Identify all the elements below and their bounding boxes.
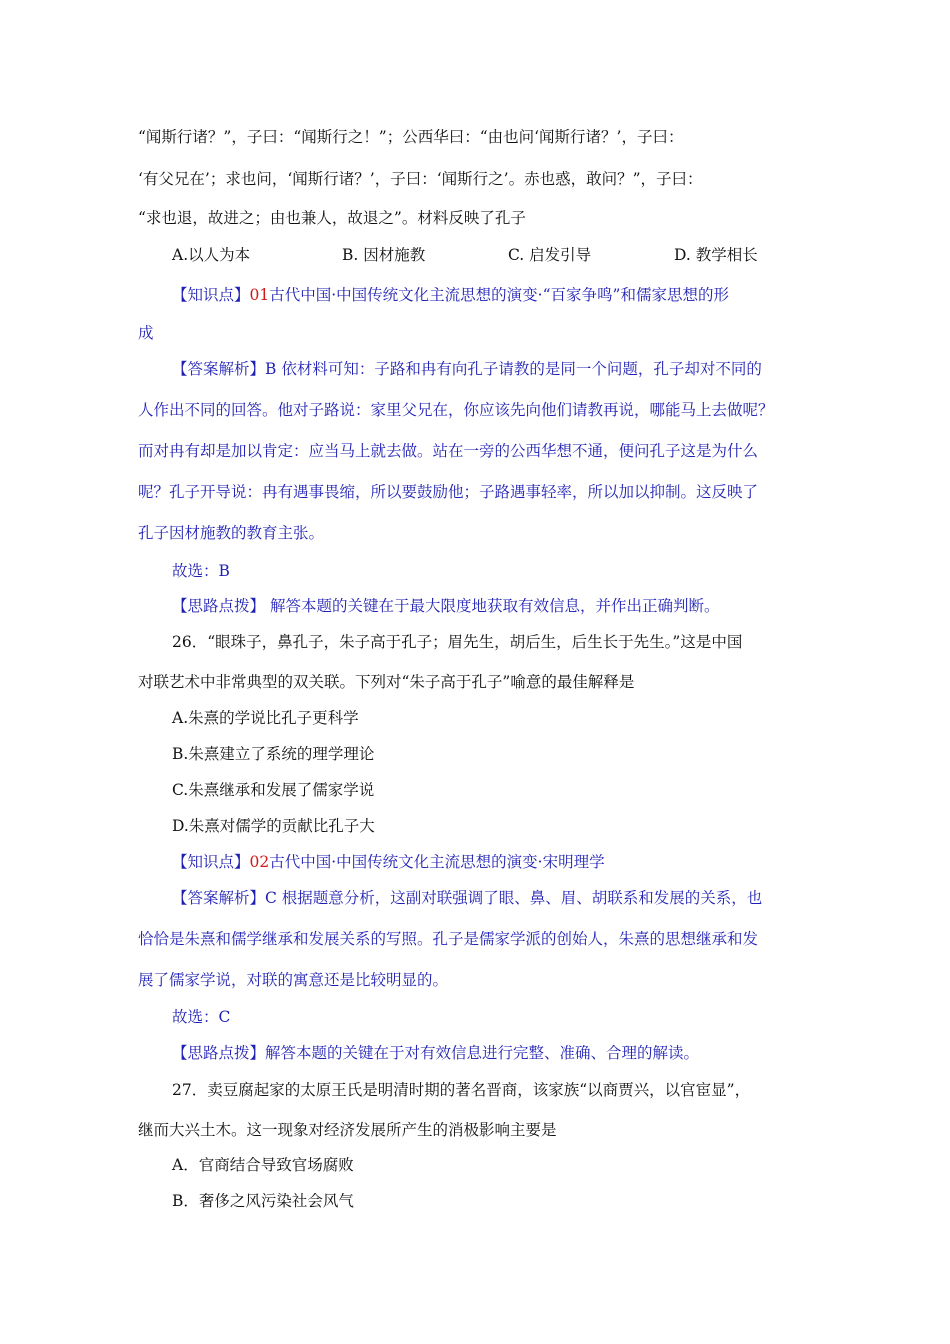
knowledge-label: 【知识点】 [172,853,250,871]
q25-stem-line-3: “求也退，故进之；由也兼人，故退之”。材料反映了孔子 [138,209,526,227]
q26-knowledge-point [172,852,605,872]
q26-analysis-line-1 [172,888,762,908]
q25-stem-line-1: “闻斯行诸？”，子曰：“闻斯行之！”；公西华曰：“由也问‘闻斯行诸？’，子曰： [138,128,684,146]
q26-answer: 故选：C [172,1008,231,1026]
q25-analysis-line-5: 孔子因材施教的教育主张。 [138,524,325,542]
q26-option-d: D.朱熹对儒学的贡献比孔子大 [172,817,375,835]
q26-stem-line-1: 26．“眼珠子，鼻孔子，朱子高于孔子；眉先生，胡后生，后生长于先生。”这是中国 [172,633,743,651]
q25-hint [172,596,719,616]
knowledge-code: 02 [249,853,270,871]
hint-text: 解答本题的关键在于最大限度地获取有效信息，并作出正确判断。 [265,597,720,615]
knowledge-label: 【知识点】 [172,286,250,304]
q25-analysis-line-1 [172,359,762,379]
q25-answer: 故选：B [172,562,230,580]
q27-stem-line-1: 27．卖豆腐起家的太原王氏是明清时期的著名晋商，该家族“以商贾兴，以官宦显”， [172,1081,751,1099]
q26-hint [172,1043,699,1063]
knowledge-text: 古代中国·中国传统文化主流思想的演变·宋明理学 [269,853,605,871]
q25-option-a: A.以人为本 [172,246,251,264]
q25-analysis-line-2: 人作出不同的回答。他对子路说：家里父兄在，你应该先向他们请教再说，哪能马上去做呢？ [138,401,774,419]
q25-stem-line-2: ‘有父兄在’；求也问，‘闻斯行诸？’，子曰：‘闻斯行之’。赤也惑，敢问？”，子曰： [138,170,703,188]
q25-analysis-line-3: 而对冉有却是加以肯定：应当马上就去做。站在一旁的公西华想不通，便问孔子这是为什么 [138,442,759,460]
analysis-text: C 根据题意分析，这副对联强调了眼、鼻、眉、胡联系和发展的关系，也 [265,889,763,907]
q25-options [172,245,758,265]
hint-text: 解答本题的关键在于对有效信息进行完整、准确、合理的解读。 [265,1044,700,1062]
q25-option-c: C. 启发引导 [508,246,592,264]
q26-analysis-line-3: 展了儒家学说，对联的寓意还是比较明显的。 [138,971,449,989]
knowledge-code: 01 [249,286,270,304]
analysis-label: 【答案解析】 [172,889,266,907]
q27-option-b: B．奢侈之风污染社会风气 [172,1192,354,1210]
hint-label: 【思路点拨】 [172,1044,266,1062]
q26-stem-line-2: 对联艺术中非常典型的双关联。下列对“朱子高于孔子”喻意的最佳解释是 [138,673,635,691]
q25-knowledge-point-cont: 成 [138,324,154,342]
q25-option-d: D. 教学相长 [674,246,758,264]
q25-analysis-line-4: 呢？孔子开导说：冉有遇事畏缩，所以要鼓励他；子路遇事轻率，所以加以抑制。这反映了 [138,483,759,501]
q26-option-b: B.朱熹建立了系统的理学理论 [172,745,375,763]
q25-knowledge-point [172,285,729,305]
analysis-label: 【答案解析】 [172,360,266,378]
analysis-text: B 依材料可知：子路和冉有向孔子请教的是同一个问题，孔子却对不同的 [265,360,762,378]
q25-option-b: B. 因材施教 [342,246,426,264]
hint-label: 【思路点拨】 [172,597,266,615]
q26-option-c: C.朱熹继承和发展了儒家学说 [172,781,375,799]
q27-option-a: A．官商结合导致官场腐败 [172,1156,354,1174]
knowledge-text: 古代中国·中国传统文化主流思想的演变·“百家争鸣”和儒家思想的形 [269,286,729,304]
q27-stem-line-2: 继而大兴土木。这一现象对经济发展所产生的消极影响主要是 [138,1121,557,1139]
q26-analysis-line-2: 恰恰是朱熹和儒学继承和发展关系的写照。孔子是儒家学派的创始人，朱熹的思想继承和发 [138,930,759,948]
q26-option-a: A.朱熹的学说比孔子更科学 [172,709,359,727]
